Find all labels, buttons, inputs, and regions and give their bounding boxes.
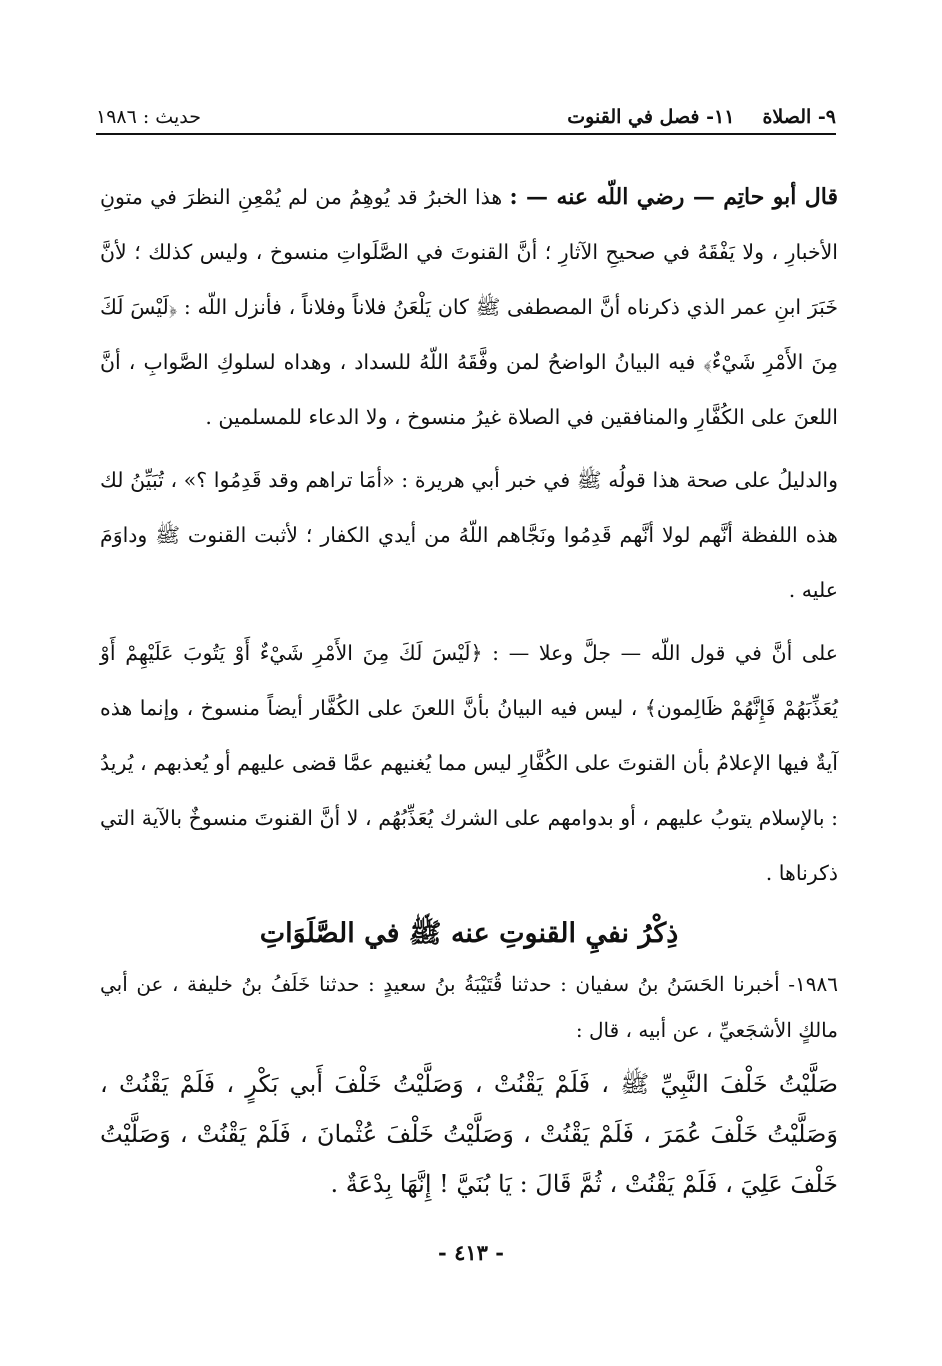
header-titles [567,106,836,128]
paragraph-text: هذا الخبرُ قد يُوهِمُ من لم يُمْعِنِ النظرَ في متونِ الأخبارِ ، ولا يَفْقَهُ في صحيحِ الآثارِ ؛ أنَّ القنوتَ في الصَّلَواتِ منسوخ ، وليس كذلك ؛ لأنَّ خَبَرَ ابنِ عمر الذي ذكرناه أنَّ المصطفى ﷺ كان يَلْعَنُ فلاناً وفلاناً ، فأنزل اللّه : ﴿لَيْسَ لَكَ مِنَ الأَمْرِ شَيْءٌ﴾ فيه البيانُ الواضحُ لمن وفَّقَهُ اللّهُ للسداد ، وهداه لسلوكِ الصَّوابِ ، أنَّ اللعنَ على الكُفَّارِ والمنافقين في الصلاة غيرُ منسوخ ، ولا الدعاء للمسلمين . [100,185,838,429]
page-number: - ٤١٣ - [438,1240,504,1265]
paragraph-text: على أنَّ في قول اللّه — جلَّ وعلا — : ﴿لَيْسَ لَكَ مِنَ الأَمْرِ شَيْءٌ أَوْ يَتُوبَ عَلَيْهِمْ أَوْ يُعَذِّبَهُمْ فَإِنَّهُمْ ظَالِمون﴾ ، ليس فيه البيانُ بأنَّ اللعنَ على الكُفَّار أيضاً منسوخ ، وإنما هذه آيةٌ فيها الإعلامُ بأن القنوتَ على الكُفَّارِ ليس مما يُغنيهم عمَّا قضى عليهم أو يُعذبهم ، يُريدُ : بالإسلام يتوبُ عليهم ، أو بدوامهم على الشرك يُعَذِّبُهُم ، لا أنَّ القنوتَ منسوخٌ بالآية التي ذكرناها . [100,641,838,885]
commentary-paragraph-3 [100,626,838,901]
section-title: ١١- فصل في القنوت [567,106,735,128]
chapter-title: ٩- الصلاة [762,106,836,128]
paragraph-text: والدليلُ على صحة هذا قولُه ﷺ في خبر أبي هريرة : «أمَا تراهم وقد قَدِمُوا ؟» ، تُبَيِّنُ لك هذه اللفظة أنَّهم لولا أنَّهم قَدِمُوا ونَجَّاهم اللّهُ من أيدي الكفار ؛ لأثبت القنوت ﷺ وداوَمَ عليه . [100,468,838,602]
paragraph-lead: قال أبو حاتِم — رضي اللّه عنه — : [509,184,838,210]
chapter-heading: ذِكْرُ نفيِ القنوتِ عنه ﷺ في الصَّلَوَاتِ [259,918,679,949]
hadith-matn: صَلَّيْتُ خَلْفَ النَّبِيِّ ﷺ ، فَلَمْ يَقْنُتْ ، وَصَلَّيْتُ خَلْفَ أَبي بَكْرٍ ، فَلَمْ يَقْنُتْ ، وَصَلَّيْتُ خَلْفَ عُمَرَ ، فَلَمْ يَقْنُتْ ، وَصَلَّيْتُ خَلْفَ عُثْمانَ ، فَلَمْ يَقْنُتْ ، وَصَلَّيْتُ خَلْفَ عَلِيَ ، فَلَمْ يَقْنُتْ ، ثُمَّ قَالَ : يَا بُنَيَّ ! إِنَّهَا بِدْعَةٌ . [100,1070,838,1198]
page-body [100,170,838,1209]
hadith-isnad: ١٩٨٦- أخبرنا الحَسَنُ بنُ سفيان : حدثنا قُتَيْبَةُ بنُ سعيدٍ : حدثنا خَلَفُ بنُ خليفة ، عن أبي مالكٍ الأشجَعيِّ ، عن أبيه ، قال : [100,972,838,1042]
running-header [96,92,836,128]
commentary-paragraph-1 [100,170,838,445]
hadith-reference: حديث : ١٩٨٦ [96,106,201,128]
commentary-paragraph-2 [100,453,838,618]
header-rule [96,133,836,135]
